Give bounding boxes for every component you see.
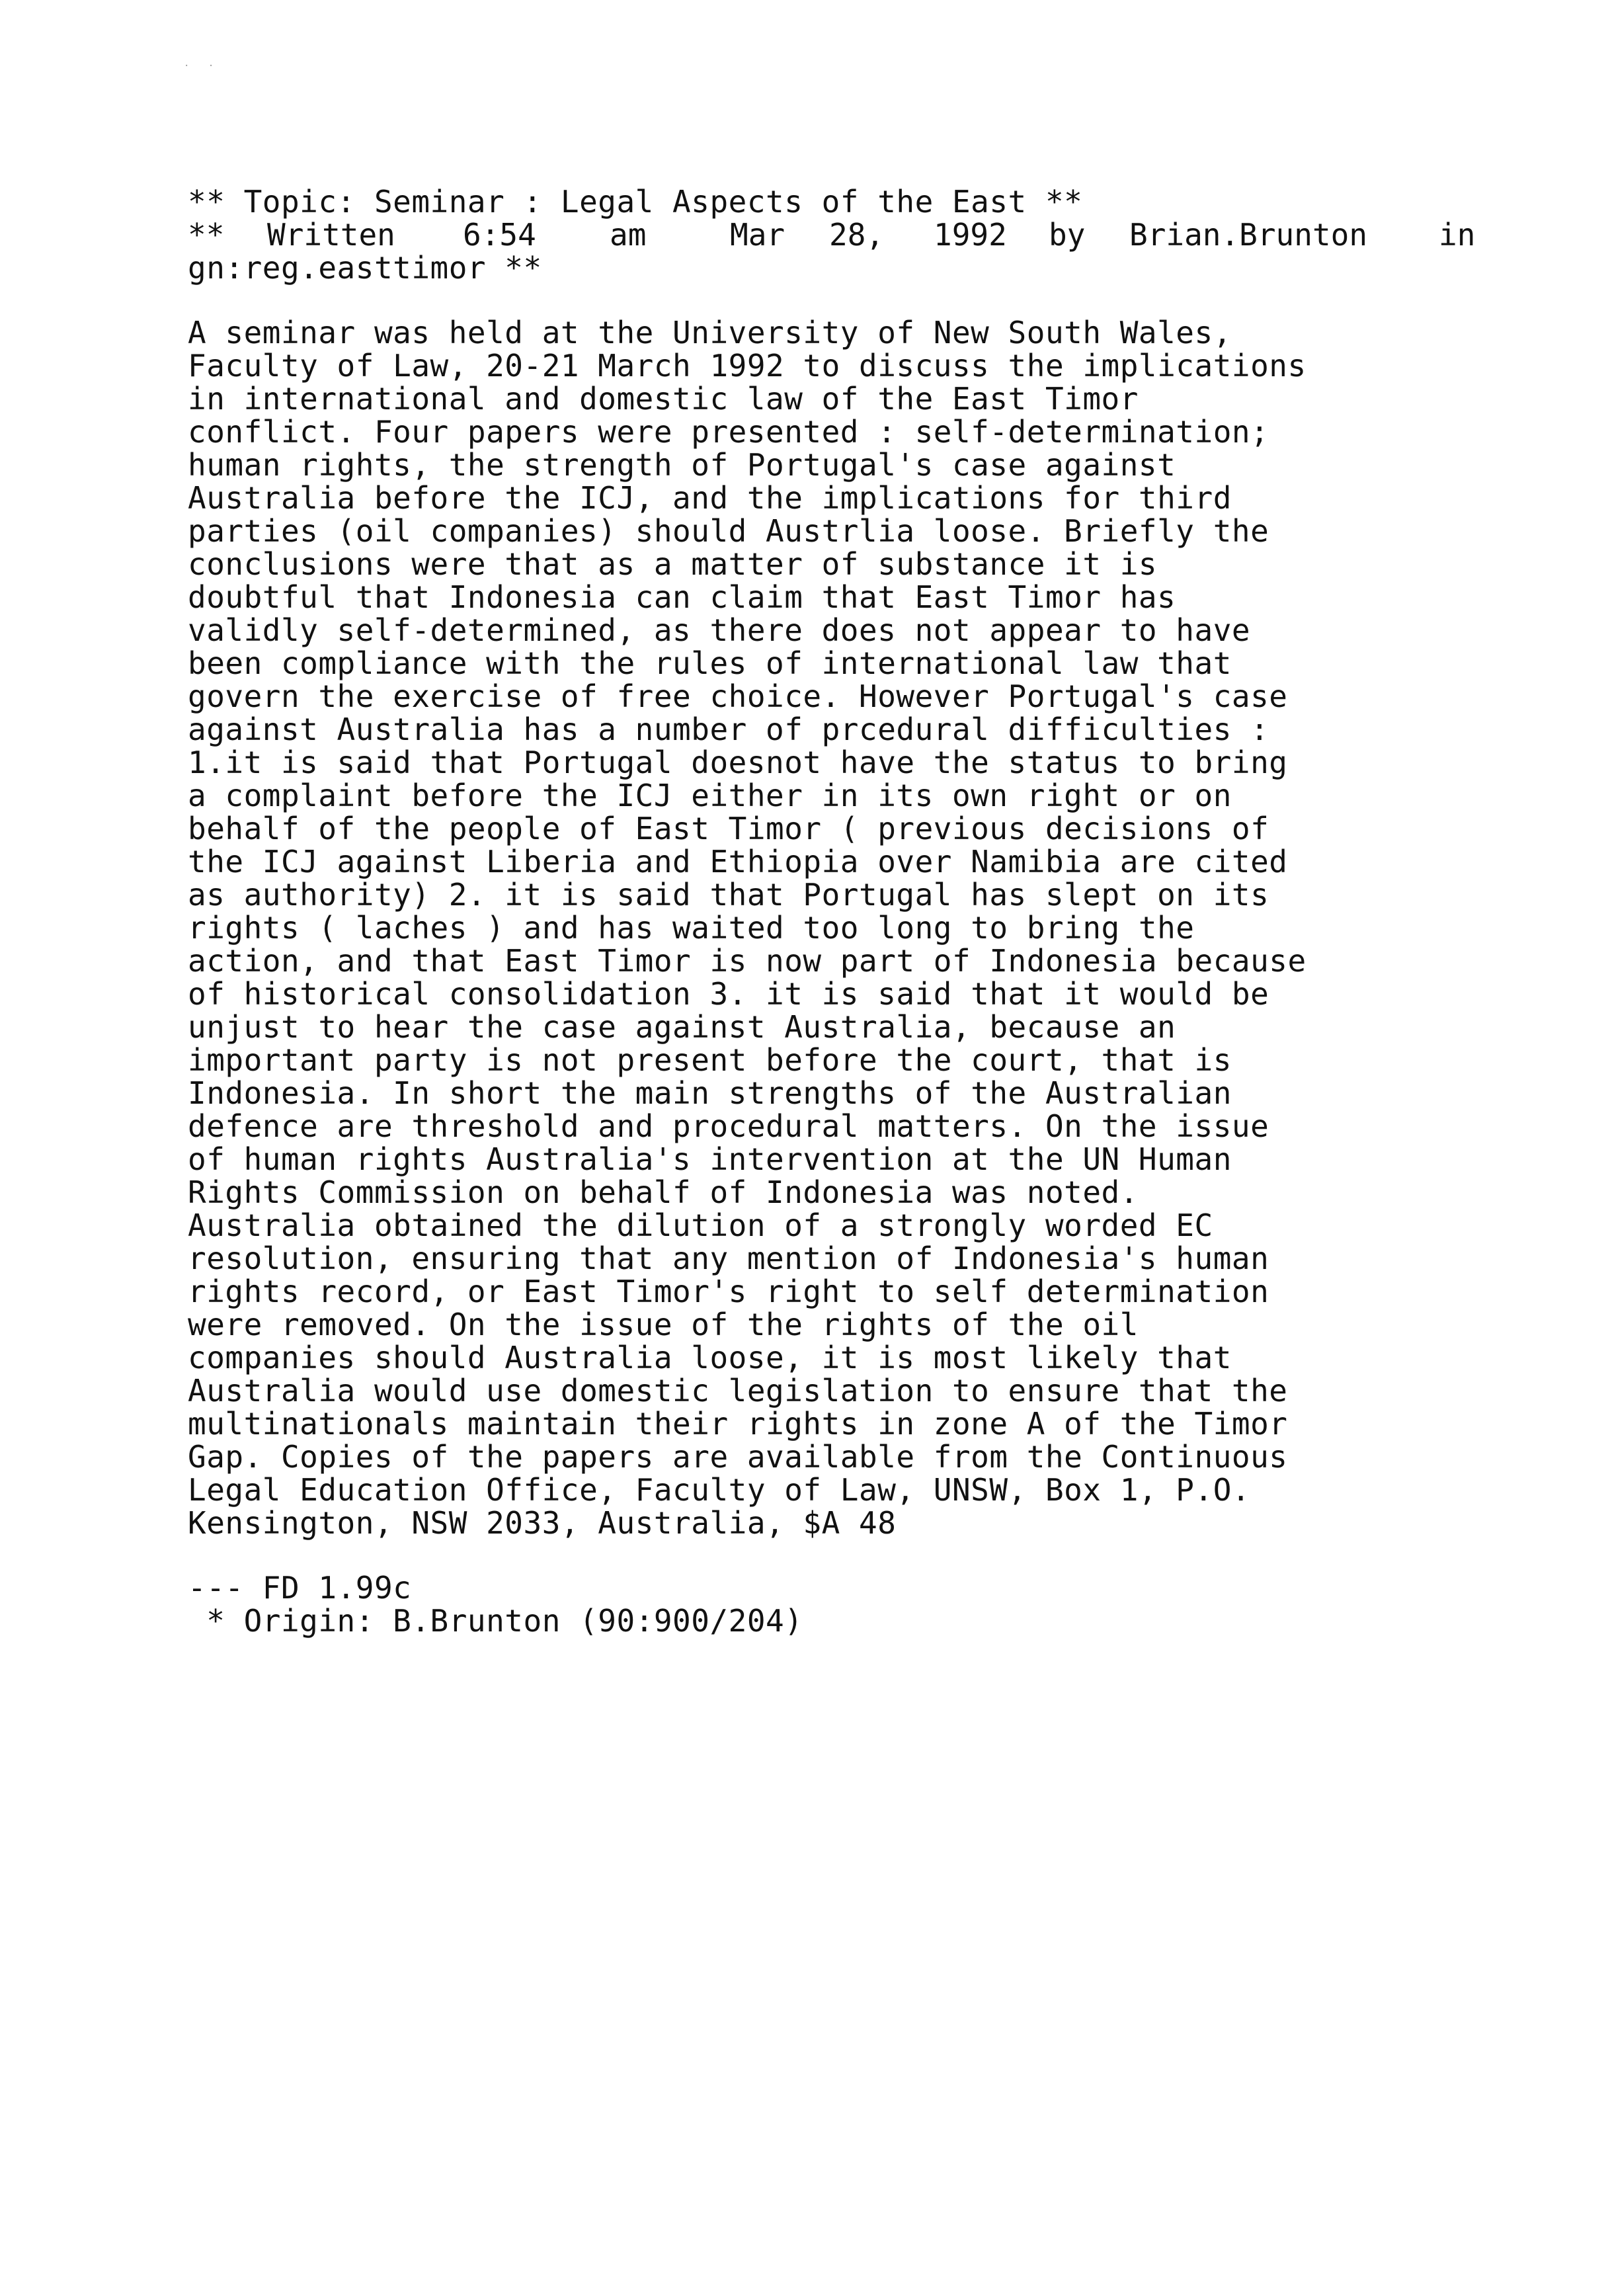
body-line: a complaint before the ICJ either in its own right or on: [188, 778, 1232, 813]
body-line: Faculty of Law, 20-21 March 1992 to discuss the implications: [188, 348, 1306, 384]
body-line: Rights Commission on behalf of Indonesia was noted.: [188, 1174, 1139, 1210]
written-time: 6:54: [463, 217, 536, 253]
body-line: rights record, or East Timor's right to self determination: [188, 1274, 1269, 1309]
body-line: Legal Education Office, Faculty of Law, UNSW, Box 1, P.O.: [188, 1472, 1251, 1508]
body-line: govern the exercise of free choice. However Portugal's case: [188, 678, 1288, 714]
body-line: of historical consolidation 3. it is said that it would be: [188, 976, 1269, 1012]
written-month: Mar: [730, 217, 785, 253]
area-line: gn:reg.easttimor **: [188, 250, 542, 286]
body-line: companies should Australia loose, it is most likely that: [188, 1340, 1232, 1375]
scan-specks: · ·: [184, 61, 221, 71]
body-line: been compliance with the rules of international law that: [188, 645, 1232, 681]
body-line: action, and that East Timor is now part of Indonesia because: [188, 943, 1306, 979]
body-line: Kensington, NSW 2033, Australia, $A 48: [188, 1505, 897, 1541]
body-line: conclusions were that as a matter of substance it is: [188, 546, 1158, 582]
body-line: important party is not present before the court, that is: [188, 1042, 1232, 1078]
body-line: validly self-determined, as there does not appear to have: [188, 612, 1251, 648]
body-line: in international and domestic law of the East Timor: [188, 381, 1139, 417]
written-day: 28,: [829, 217, 885, 253]
body-line: doubtful that Indonesia can claim that East Timor has: [188, 579, 1176, 615]
body-line: unjust to hear the case against Australia, because an: [188, 1009, 1176, 1045]
body-line: the ICJ against Liberia and Ethiopia over Namibia are cited: [188, 844, 1288, 880]
body-line: were removed. On the issue of the rights of the oil: [188, 1307, 1139, 1342]
body-line: defence are threshold and procedural matters. On the issue: [188, 1108, 1269, 1144]
written-word: Written: [267, 217, 395, 253]
body-line: of human rights Australia's intervention at the UN Human: [188, 1141, 1232, 1177]
written-prefix: **: [188, 217, 225, 253]
body-line: Indonesia. In short the main strengths of the Australian: [188, 1075, 1232, 1111]
body-line: against Australia has a number of prcedural difficulties :: [188, 712, 1269, 747]
written-author: Brian.Brunton: [1129, 217, 1368, 253]
body-line: A seminar was held at the University of New South Wales,: [188, 315, 1232, 350]
written-by: by: [1049, 217, 1086, 253]
body-line: parties (oil companies) should Austrlia loose. Briefly the: [188, 513, 1269, 549]
written-year: 1992: [934, 217, 1007, 253]
tearline: --- FD 1.99c: [188, 1570, 412, 1606]
body-line: Australia before the ICJ, and the implications for third: [188, 480, 1232, 516]
body-line: conflict. Four papers were presented : self-determination;: [188, 414, 1269, 450]
written-ampm: am: [610, 217, 647, 253]
topic-line: ** Topic: Seminar : Legal Aspects of the East **: [188, 184, 1083, 220]
body-line: human rights, the strength of Portugal's case against: [188, 447, 1176, 483]
body-line: as authority) 2. it is said that Portugal has slept on its: [188, 877, 1269, 913]
written-in: in: [1439, 217, 1476, 253]
body-line: rights ( laches ) and has waited too long to bring the: [188, 910, 1195, 946]
body-line: resolution, ensuring that any mention of Indonesia's human: [188, 1241, 1269, 1276]
body-line: Australia obtained the dilution of a strongly worded EC: [188, 1208, 1213, 1243]
body-line: behalf of the people of East Timor ( previous decisions of: [188, 811, 1269, 846]
body-line: Gap. Copies of the papers are available from the Continuous: [188, 1439, 1288, 1475]
body-line: Australia would use domestic legislation to ensure that the: [188, 1373, 1288, 1409]
body-line: multinationals maintain their rights in zone A of the Timor: [188, 1406, 1288, 1442]
origin-line: * Origin: B.Brunton (90:900/204): [188, 1603, 803, 1639]
body-line: 1.it is said that Portugal doesnot have the status to bring: [188, 745, 1288, 780]
